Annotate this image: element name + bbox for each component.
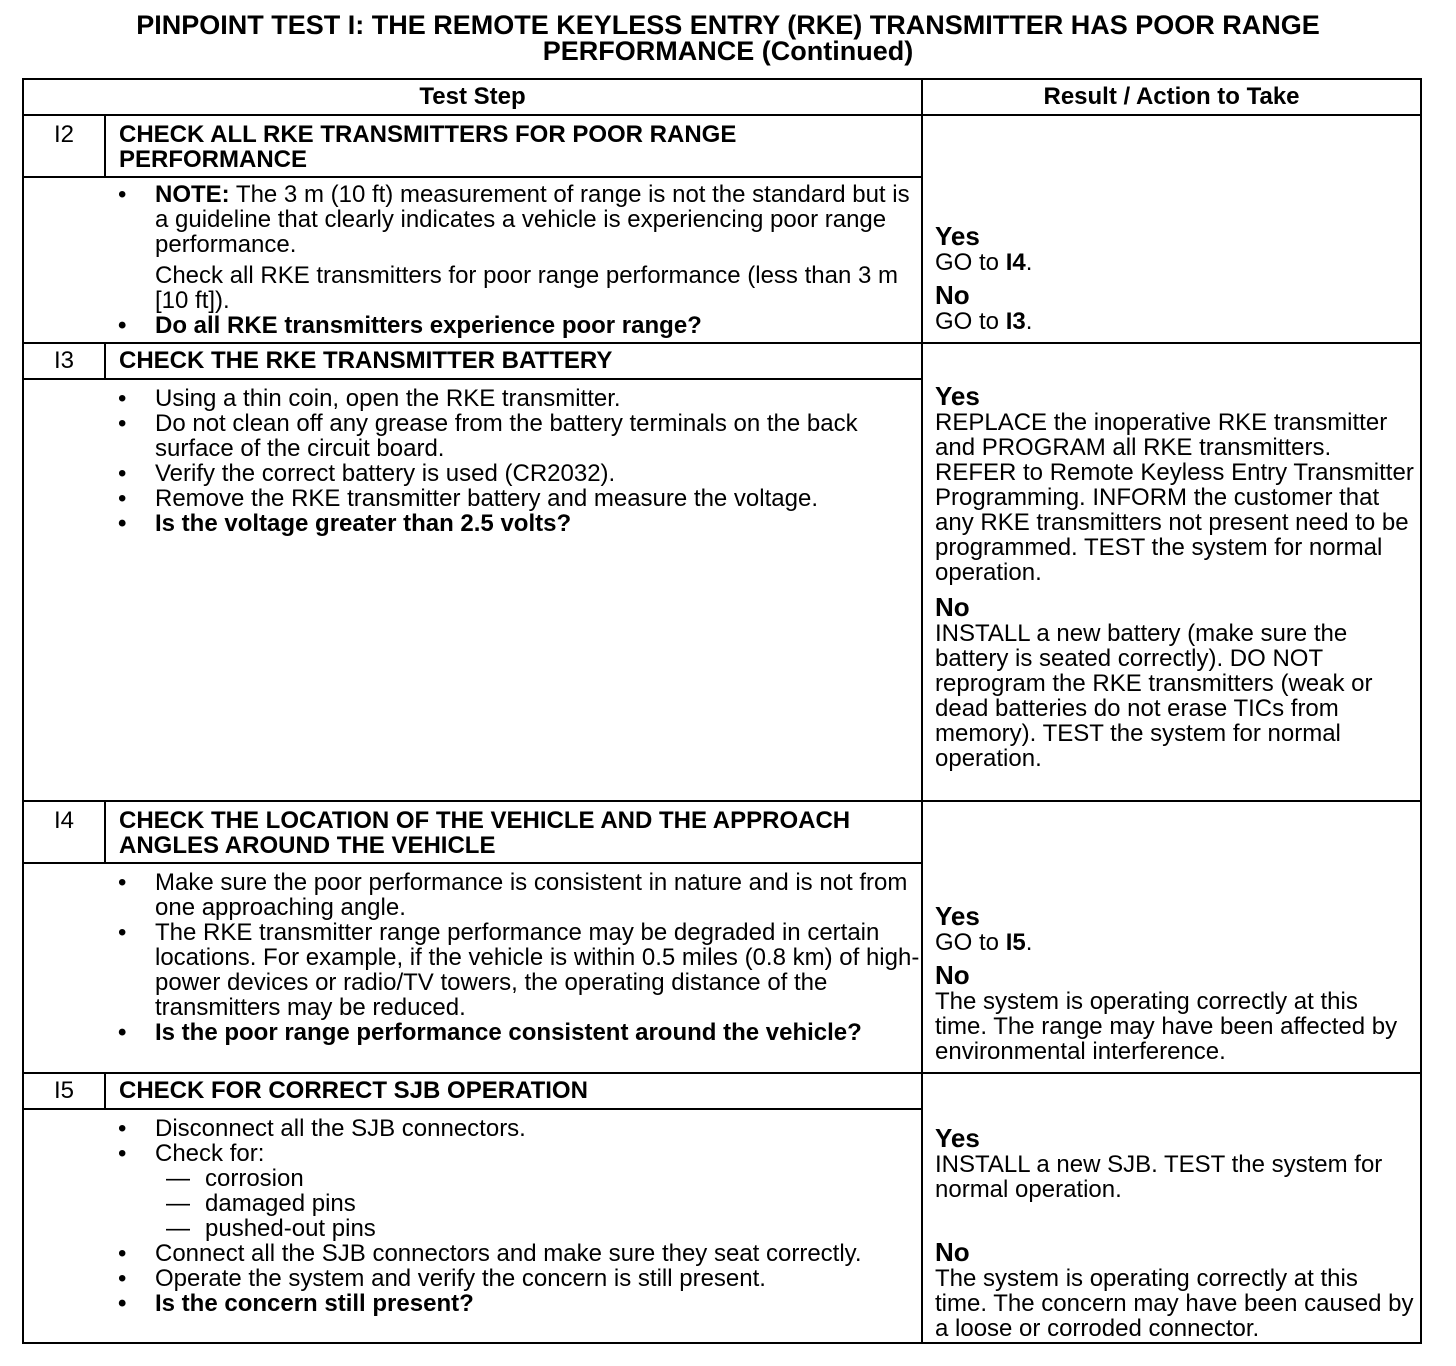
dash: —	[166, 1215, 190, 1242]
yes-label: Yes	[935, 381, 980, 411]
bullet: •	[118, 1140, 127, 1167]
step-title: CHECK FOR CORRECT SJB OPERATION	[119, 1077, 588, 1104]
step-id: I4	[24, 802, 106, 862]
bullet: •	[118, 1265, 127, 1292]
step-i3-header	[24, 344, 921, 380]
step-i3	[24, 344, 1420, 802]
step-title: CHECK ALL RKE TRANSMITTERS FOR POOR RANGE PERFORMANCE	[119, 121, 737, 173]
step-id: I5	[24, 1074, 106, 1108]
no-action: The system is operating correctly at this time. The range may have been affected by environmental interference.	[935, 988, 1398, 1065]
yes-label: Yes	[935, 1123, 980, 1153]
step-i3-body	[24, 386, 921, 536]
yes-target: I5	[1005, 929, 1026, 956]
title-line-2: PERFORMANCE (Continued)	[542, 36, 914, 66]
step-i2-left	[24, 116, 923, 342]
step-i4	[24, 802, 1420, 1074]
sub-list-item: — pushed-out pins	[166, 1215, 376, 1242]
bullet: •	[118, 410, 127, 437]
list-item: • Using a thin coin, open the RKE transmitter.	[118, 385, 621, 412]
step-i2	[24, 116, 1420, 344]
list-item: • Operate the system and verify the concern is still present.	[118, 1265, 766, 1292]
step-i2-body	[24, 182, 921, 338]
header-result: Result / Action to Take	[1043, 83, 1300, 110]
question-text: Is the voltage greater than 2.5 volts?	[155, 510, 572, 537]
question-text: Is the concern still present?	[155, 1290, 474, 1317]
bullet: •	[118, 485, 127, 512]
list-item: • Check for:	[118, 1140, 265, 1167]
list-item: • Remove the RKE transmitter battery and measure the voltage.	[118, 485, 818, 512]
yes-target: I4	[1005, 249, 1026, 276]
dash: —	[166, 1190, 190, 1217]
result-block	[935, 382, 1414, 771]
sub-list-item: — corrosion	[166, 1165, 304, 1192]
bullet: •	[118, 919, 127, 946]
question-text: Is the poor range performance consistent around the vehicle?	[155, 1019, 862, 1046]
step-title: CHECK THE RKE TRANSMITTER BATTERY	[119, 347, 613, 374]
no-target: I3	[1005, 308, 1026, 335]
note-text: The 3 m (10 ft) measurement of range is not the standard but is a guideline that clearly indicates a vehicle is experiencing poor range performance.	[155, 181, 910, 258]
list-item: • The RKE transmitter range performance may be degraded in certain locations. For example, if the vehicle is within 0.5 miles (0.8 km) of high-power devices or radio/TV towers, the operating distance of the transmitters may be reduced.	[118, 919, 920, 1021]
question-text: Do all RKE transmitters experience poor range?	[155, 312, 702, 339]
yes-action: GO to I4.	[935, 249, 1033, 276]
list-item: • Disconnect all the SJB connectors.	[118, 1115, 526, 1142]
question	[24, 1291, 921, 1316]
step-i4-result	[923, 802, 1420, 1072]
no-label: No	[935, 280, 970, 310]
yes-label: Yes	[935, 221, 980, 251]
step-i2-result	[923, 116, 1420, 342]
no-label: No	[935, 592, 970, 622]
step-i5-body	[24, 1116, 921, 1316]
pinpoint-table	[22, 78, 1422, 1344]
bullet: •	[118, 312, 127, 339]
title-line-1: PINPOINT TEST I: THE REMOTE KEYLESS ENTRY (RKE) TRANSMITTER HAS POOR RANGE	[136, 10, 1320, 40]
step-i2-header	[24, 116, 921, 178]
no-label: No	[935, 960, 970, 990]
no-label: No	[935, 1237, 970, 1267]
step-title: CHECK THE LOCATION OF THE VEHICLE AND THE APPROACH ANGLES AROUND THE VEHICLE	[119, 807, 851, 859]
step-i3-result	[923, 344, 1420, 800]
table-header	[24, 80, 1420, 116]
bullet: •	[118, 181, 127, 208]
yes-action: REPLACE the inoperative RKE transmitter and PROGRAM all RKE transmitters. REFER to Remote Keyless Entry Transmitter Programming. INFORM the customer that any RKE transmitters not present need to be programmed. TEST the system for normal operation.	[935, 409, 1414, 586]
step-i5-header	[24, 1074, 921, 1110]
result-block	[935, 222, 1414, 334]
yes-label: Yes	[935, 901, 980, 931]
list-item: • Verify the correct battery is used (CR2032).	[118, 460, 616, 487]
no-action: GO to I3.	[935, 308, 1033, 335]
bullet: •	[118, 460, 127, 487]
dash: —	[166, 1165, 190, 1192]
step-i5-result	[923, 1074, 1420, 1342]
check-text: Check all RKE transmitters for poor range performance (less than 3 m [10 ft]).	[155, 262, 898, 314]
step-i5-left	[24, 1074, 923, 1342]
result-block	[935, 902, 1414, 1064]
header-test-step: Test Step	[24, 80, 923, 114]
bullet: •	[118, 1115, 127, 1142]
no-action: INSTALL a new battery (make sure the battery is seated correctly). DO NOT reprogram the RKE transmitters (weak or dead batteries do not erase TICs from memory). TEST the system for normal operation.	[935, 620, 1373, 772]
step-i4-header	[24, 802, 921, 864]
bullet: •	[118, 385, 127, 412]
bullet: •	[118, 1019, 127, 1046]
spacer	[935, 1202, 1414, 1238]
step-id: I2	[24, 116, 106, 176]
bullet: •	[118, 510, 127, 537]
bullet: •	[118, 869, 127, 896]
list-item: • Make sure the poor performance is consistent in nature and is not from one approaching angle.	[118, 869, 908, 921]
step-i4-left	[24, 802, 923, 1072]
sub-list-item: — damaged pins	[166, 1190, 356, 1217]
step-i4-body	[24, 870, 921, 1045]
no-action: The system is operating correctly at this time. The concern may have been caused by a loose or corroded connector.	[935, 1265, 1414, 1342]
question	[24, 313, 921, 338]
list-item: • Connect all the SJB connectors and make sure they seat correctly.	[118, 1240, 862, 1267]
question	[24, 511, 921, 536]
step-id: I3	[24, 344, 106, 378]
page-title	[0, 12, 1456, 64]
question	[24, 1020, 921, 1045]
step-i5	[24, 1074, 1420, 1342]
yes-action: GO to I5.	[935, 929, 1033, 956]
note-label: NOTE:	[155, 181, 230, 208]
result-block	[935, 1124, 1414, 1341]
bullet: •	[118, 1240, 127, 1267]
list-item: • Do not clean off any grease from the battery terminals on the back surface of the circuit board.	[118, 410, 858, 462]
list-item	[24, 182, 921, 257]
step-i3-left	[24, 344, 923, 800]
bullet: •	[118, 1290, 127, 1317]
yes-action: INSTALL a new SJB. TEST the system for normal operation.	[935, 1151, 1383, 1203]
